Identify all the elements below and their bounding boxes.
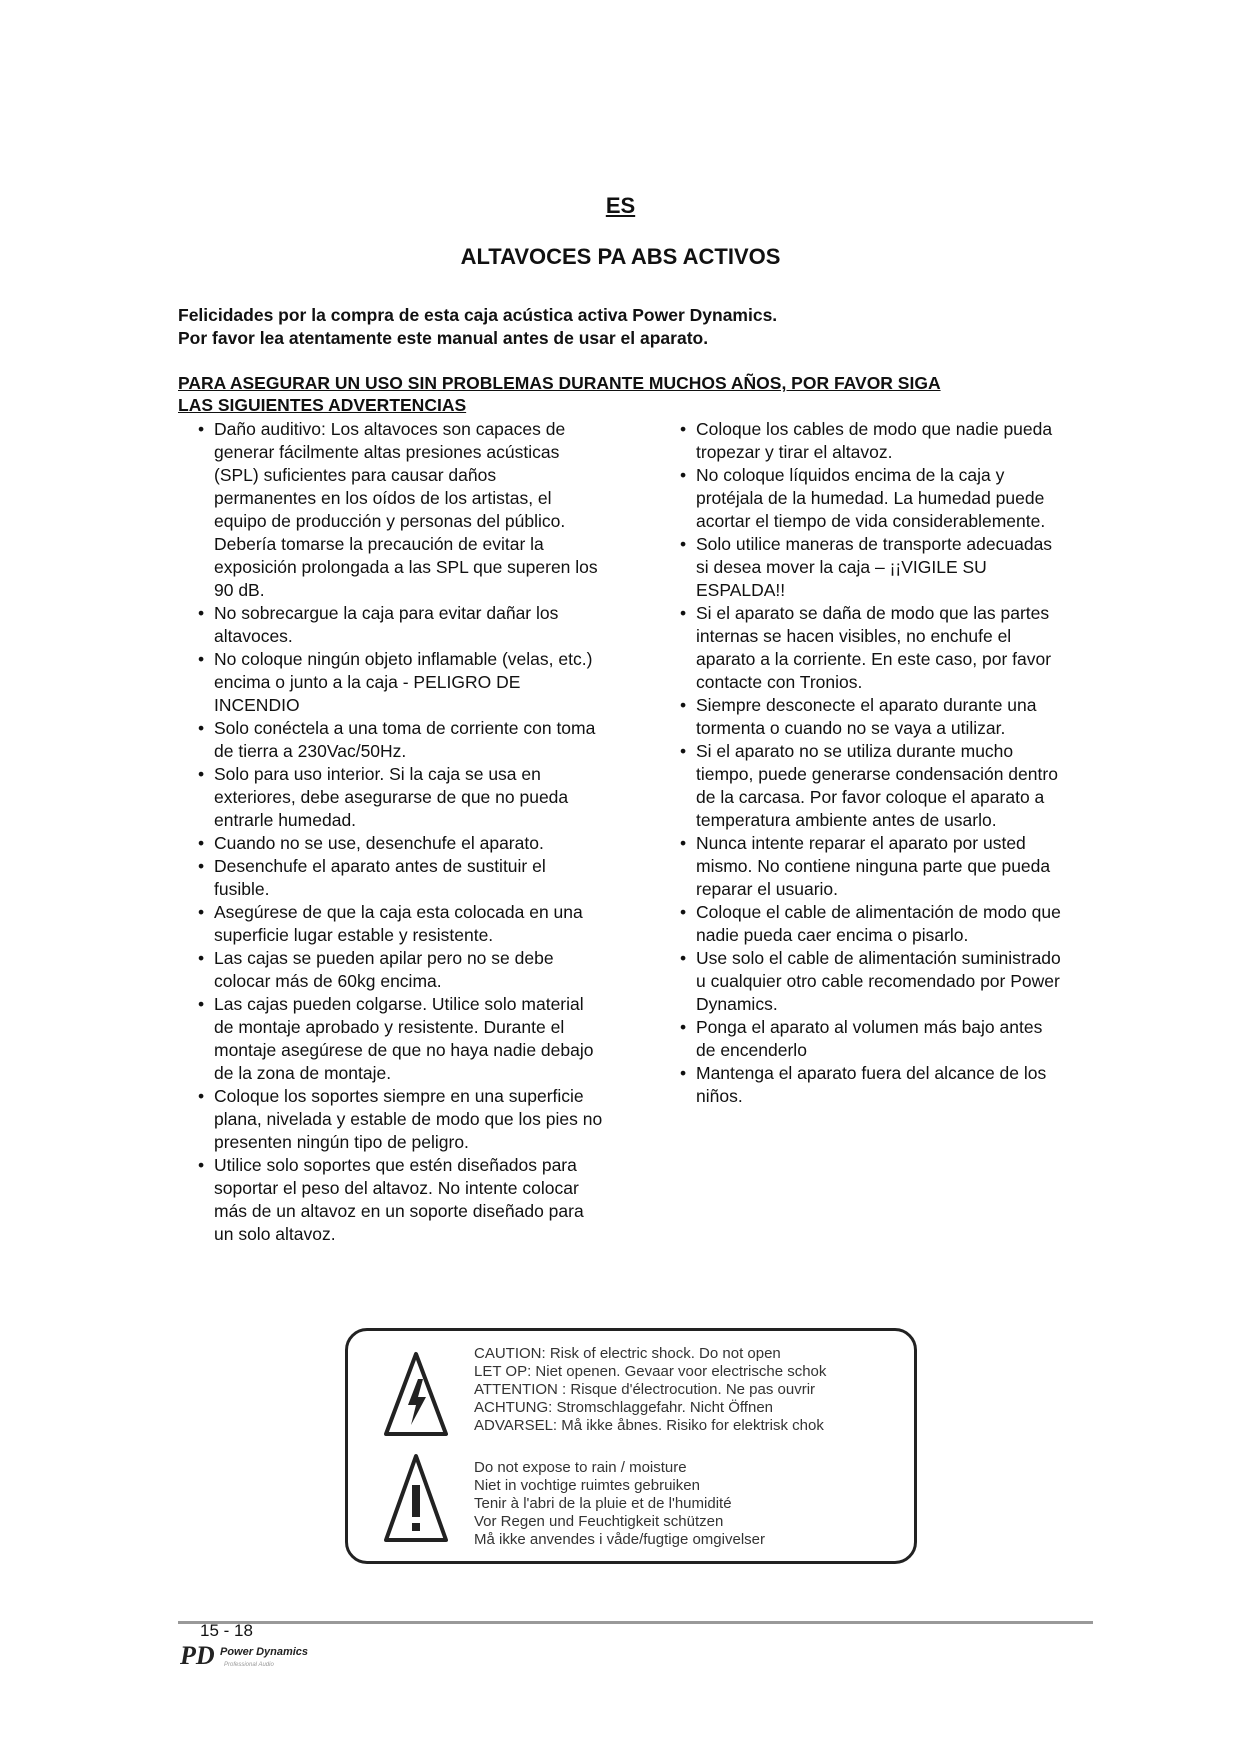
caution-label: [345, 1328, 917, 1564]
warning-item: [660, 464, 1065, 533]
bullet-icon: •: [680, 741, 687, 761]
caution-line: Do not expose to rain / moisture: [474, 1459, 687, 1476]
language-code: ES: [605, 193, 636, 218]
exclamation-warning-icon: [384, 1453, 448, 1543]
page-title: ALTAVOCES PA ABS ACTIVOS: [460, 244, 781, 269]
bullet-icon: •: [680, 1063, 687, 1083]
warning-item: [178, 648, 603, 717]
warning-item: [660, 901, 1065, 947]
intro-text: [178, 304, 1078, 350]
caution-line: CAUTION: Risk of electric shock. Do not open: [474, 1345, 781, 1362]
warning-item-text: Solo para uso interior. Si la caja se usa en exteriores, debe asegurarse de que no pueda entrarle humedad.: [214, 764, 569, 830]
bullet-icon: •: [198, 1155, 205, 1175]
caution-line: LET OP: Niet openen. Gevaar voor electrische schok: [474, 1363, 827, 1380]
warnings-heading-line: PARA ASEGURAR UN USO SIN PROBLEMAS DURANTE MUCHOS AÑOS, POR FAVOR SIGA: [178, 373, 941, 393]
caution-line: Niet in vochtige ruimtes gebruiken: [474, 1477, 700, 1494]
logo-text: Power Dynamics: [220, 1646, 309, 1658]
power-dynamics-logo: [178, 1640, 318, 1670]
warning-item: [660, 832, 1065, 901]
bullet-icon: •: [198, 994, 205, 1014]
warning-item-text: Las cajas pueden colgarse. Utilice solo material de montaje aprobado y resistente. Durante el montaje asegúrese de que no haya nadie debajo de la zona de montaje.: [214, 994, 594, 1083]
warning-item: [660, 602, 1065, 694]
warning-item: [178, 947, 603, 993]
warning-item: [178, 901, 603, 947]
bullet-icon: •: [198, 603, 205, 623]
bullet-icon: •: [198, 833, 205, 853]
bullet-icon: •: [680, 948, 687, 968]
warning-item: [178, 1085, 603, 1154]
warning-item-text: Use solo el cable de alimentación suministrado u cualquier otro cable recomendado por Power Dynamics.: [696, 948, 1061, 1014]
warning-item: [178, 602, 603, 648]
warning-item-text: Mantenga el aparato fuera del alcance de los niños.: [696, 1063, 1047, 1106]
warning-item: [178, 418, 603, 602]
bullet-icon: •: [680, 465, 687, 485]
warnings-list-left: [178, 418, 603, 1246]
warning-item-text: Solo conéctela a una toma de corriente con toma de tierra a 230Vac/50Hz.: [214, 718, 596, 761]
warning-item-text: Nunca intente reparar el aparato por usted mismo. No contiene ninguna parte que pueda reparar el usuario.: [696, 833, 1051, 899]
warning-item-text: Coloque los soportes siempre en una superficie plana, nivelada y estable de modo que los pies no presenten ningún tipo de peligro.: [214, 1086, 603, 1152]
warning-item-text: Asegúrese de que la caja esta colocada en una superficie lugar estable y resistente.: [214, 902, 583, 945]
warning-item-text: Las cajas se pueden apilar pero no se debe colocar más de 60kg encima.: [214, 948, 554, 991]
logo-subtext: Professional Audio: [224, 1662, 274, 1668]
warnings-right-column: [660, 418, 1065, 1108]
caution-line: Må ikke anvendes i våde/fugtige omgivelser: [474, 1531, 765, 1548]
bullet-icon: •: [680, 833, 687, 853]
warning-item-text: Daño auditivo: Los altavoces son capaces de generar fácilmente altas presiones acústicas (SPL) suficientes para causar daños permanentes en los oídos de los artistas, el equipo de producción y personas del público. Debería tomarse la precaución de evitar la exposición prolongada a las SPL que superen los 90 dB.: [214, 419, 598, 600]
warning-item-text: Ponga el aparato al volumen más bajo antes de encenderlo: [696, 1017, 1043, 1060]
caution-line: ADVARSEL: Må ikke åbnes. Risiko for elektrisk chok: [474, 1417, 824, 1434]
warning-item-text: No sobrecargue la caja para evitar dañar los altavoces.: [214, 603, 559, 646]
intro-line: Felicidades por la compra de esta caja acústica activa Power Dynamics.: [178, 305, 778, 325]
bullet-icon: •: [198, 649, 205, 669]
warning-item: [660, 1062, 1065, 1108]
page-number: 15 - 18: [200, 1621, 253, 1640]
warning-item-text: No coloque ningún objeto inflamable (velas, etc.) encima o junto a la caja - PELIGRO DE INCENDIO: [214, 649, 593, 715]
bullet-icon: •: [198, 902, 205, 922]
warning-item-text: Cuando no se use, desenchufe el aparato.: [214, 833, 544, 853]
warning-item: [660, 947, 1065, 1016]
warning-item: [178, 1154, 603, 1246]
warning-item-text: Si el aparato se daña de modo que las partes internas se hacen visibles, no enchufe el aparato a la corriente. En este caso, por favor contacte con Tronios.: [696, 603, 1052, 692]
bullet-icon: •: [680, 534, 687, 554]
warning-item: [660, 533, 1065, 602]
warning-item-text: Siempre desconecte el aparato durante una tormenta o cuando no se vaya a utilizar.: [696, 695, 1037, 738]
bullet-icon: •: [198, 419, 205, 439]
warning-item-text: No coloque líquidos encima de la caja y protéjala de la humedad. La humedad puede acortar el tiempo de vida considerablemente.: [696, 465, 1046, 531]
warnings-heading-line: LAS SIGUIENTES ADVERTENCIAS: [178, 395, 467, 415]
caution-line: Tenir à l'abri de la pluie et de l'humidité: [474, 1495, 732, 1512]
footer-divider: [178, 1621, 1093, 1624]
warning-item-text: Si el aparato no se utiliza durante mucho tiempo, puede generarse condensación dentro de la carcasa. Por favor coloque el aparato a temperatura ambiente antes de usarlo.: [696, 741, 1058, 830]
warning-item: [660, 740, 1065, 832]
warning-item-text: Utilice solo soportes que estén diseñados para soportar el peso del altavoz. No intente colocar más de un altavoz en un soporte diseñado para un solo altavoz.: [214, 1155, 584, 1244]
caution-line: ATTENTION : Risque d'électrocution. Ne pas ouvrir: [474, 1381, 816, 1398]
warnings-left-column: [178, 418, 603, 1246]
bullet-icon: •: [198, 856, 205, 876]
warning-item-text: Desenchufe el aparato antes de sustituir el fusible.: [214, 856, 546, 899]
lightning-warning-icon: [384, 1351, 448, 1437]
bullet-icon: •: [198, 1086, 205, 1106]
warning-item: [660, 1016, 1065, 1062]
warning-item-text: Coloque el cable de alimentación de modo que nadie pueda caer encima o pisarlo.: [696, 902, 1061, 945]
bullet-icon: •: [680, 603, 687, 623]
moisture-warning-text: [474, 1459, 765, 1549]
warning-item: [178, 763, 603, 832]
warning-item: [660, 694, 1065, 740]
intro-line: Por favor lea atentamente este manual antes de usar el aparato.: [178, 328, 709, 348]
warning-item: [178, 855, 603, 901]
bullet-icon: •: [198, 718, 205, 738]
svg-text:PD: PD: [180, 1641, 215, 1670]
caution-line: Vor Regen und Feuchtigkeit schützen: [474, 1513, 724, 1530]
warning-item-text: Solo utilice maneras de transporte adecuadas si desea mover la caja – ¡¡VIGILE SU ESPALDA!!: [696, 534, 1053, 600]
warnings-list-right: [660, 418, 1065, 1108]
caution-line: ACHTUNG: Stromschlaggefahr. Nicht Öffnen: [474, 1399, 774, 1416]
warning-item: [178, 832, 603, 855]
shock-warning-text: [474, 1345, 826, 1435]
bullet-icon: •: [680, 1017, 687, 1037]
warning-item: [178, 993, 603, 1085]
warnings-heading: [178, 372, 1078, 416]
bullet-icon: •: [680, 419, 687, 439]
bullet-icon: •: [198, 764, 205, 784]
warning-item-text: Coloque los cables de modo que nadie pueda tropezar y tirar el altavoz.: [696, 419, 1053, 462]
warning-item: [178, 717, 603, 763]
bullet-icon: •: [680, 695, 687, 715]
bullet-icon: •: [198, 948, 205, 968]
bullet-icon: •: [680, 902, 687, 922]
warning-item: [660, 418, 1065, 464]
